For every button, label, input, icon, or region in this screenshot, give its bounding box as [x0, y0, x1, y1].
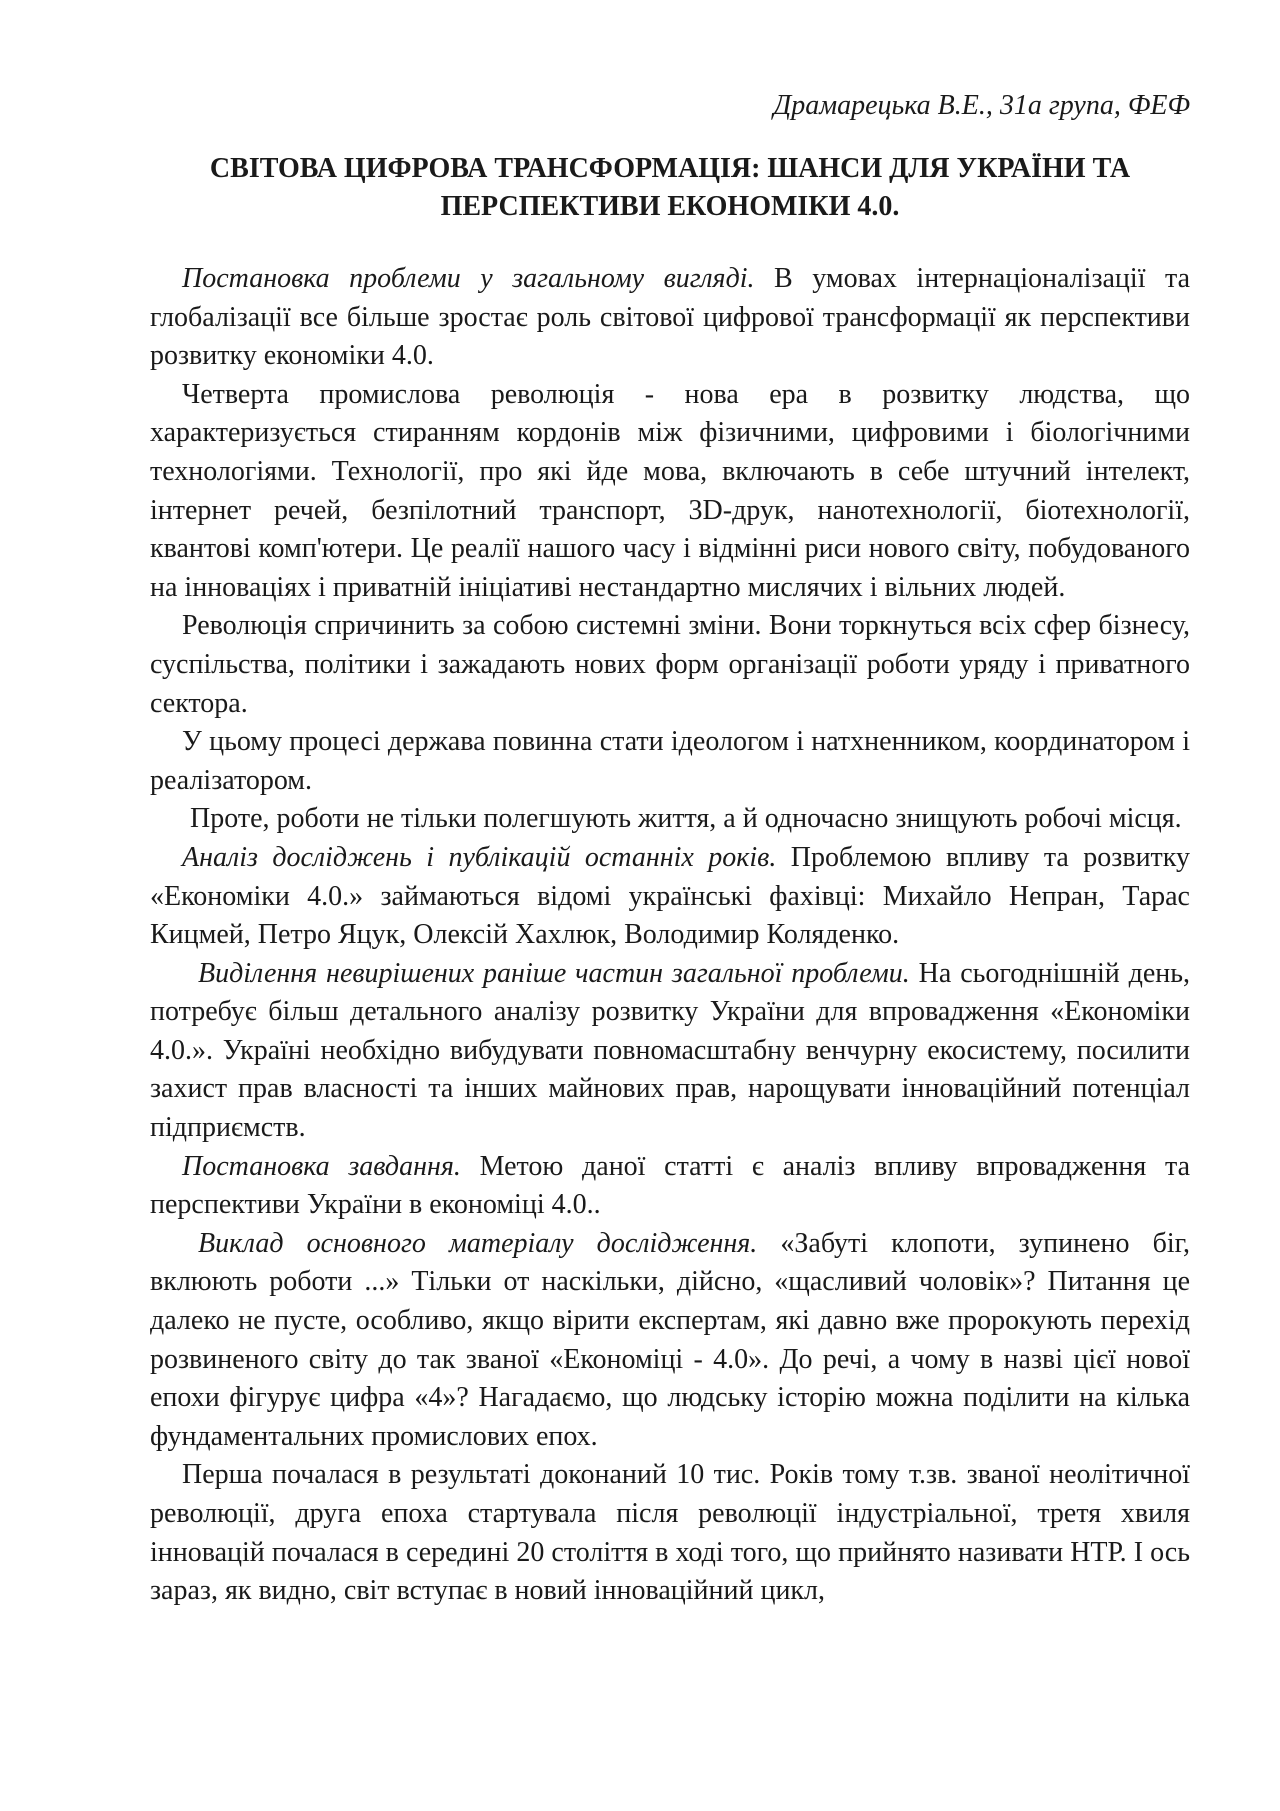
- paragraph-text: Четверта промислова революція - нова ера в розвитку людства, що характеризується стиранням кордонів між фізичними, цифровими і біологічними технологіями. Технології, про які йде мова, включають в себе штучний інтелект, інтернет речей, безпілотний транспорт, 3D-друк, нанотехнології, біотехнології, квантові комп'ютери. Це реалії нашого часу і відмінні риси нового світу, побудованого на інноваціях і приватній ініціативі нестандартно мислячих і вільних людей.: [150, 378, 1190, 603]
- author-line: Драмарецька В.Е., 31а група, ФЕФ: [773, 90, 1190, 121]
- paragraph-research-analysis: [150, 839, 1190, 955]
- paragraph-systemic-changes: [150, 607, 1190, 723]
- paragraph-text: Проте, роботи не тільки полегшують життя, а й одночасно знищують робочі місця.: [190, 803, 1182, 835]
- paragraph-text: Революція спричинить за собою системні зміни. Вони торкнуться всіх сфер бізнесу, суспільства, політики і зажадають нових форм організації роботи уряду і приватного сектора.: [150, 610, 1190, 719]
- paragraph-text: Метою даної статті є аналіз впливу впровадження та перспективи України в економіці 4.0..: [150, 1150, 1190, 1221]
- paragraph-text: Перша почалася в результаті доконаний 10 тис. Років тому т.зв. званої неолітичної революції, друга епоха стартувала після революції індустріальної, третя хвиля інновацій почалася в середині 20 століття в ході того, що прийнято називати НТР. І ось зараз, як видно, світ вступає в новий інноваційний цикл,: [150, 1459, 1190, 1607]
- paragraph-text: «Забуті клопоти, зупинено біг, вклюють роботи ...» Тільки от наскільки, дійсно, «щасливий чоловік»? Питання це далеко не пусте, особливо, якщо вірити експертам, які давно вже пророкують перехід розвиненого світу до так званої «Економіці - 4.0». До речі, а чому в назві цієї нової епохи фігурує цифра «4»? Нагадаємо, що людську історію можна поділити на кілька фундаментальних промислових епох.: [150, 1227, 1190, 1452]
- paragraph-problem-statement: [150, 260, 1190, 376]
- paragraph-text: Проблемою впливу та розвитку «Економіки 4.0.» займаються відомі українські фахівці: Михайло Непран, Тарас Кицмей, Петро Яцук, Олексій Хахлюк, Володимир Коляденко.: [150, 841, 1191, 951]
- paragraph-state-role: [150, 723, 1190, 800]
- section-lead: Виклад основного матеріалу дослідження.: [198, 1227, 758, 1259]
- paragraph-task-statement: [150, 1148, 1190, 1225]
- section-lead: Постановка проблеми у загальному вигляді.: [182, 263, 755, 294]
- article-title: СВІТОВА ЦИФРОВА ТРАНСФОРМАЦІЯ: ШАНСИ ДЛЯ УКРАЇНИ ТА ПЕРСПЕКТИВИ ЕКОНОМІКИ 4.0.: [209, 153, 1131, 222]
- document-page: [150, 88, 1190, 1611]
- paragraph-unsolved-parts: [150, 955, 1190, 1148]
- paragraph-industrial-epochs: [150, 1456, 1190, 1610]
- paragraph-fourth-revolution: [150, 376, 1190, 608]
- paragraph-robots-jobs: [150, 800, 1190, 839]
- paragraph-main-material: [150, 1225, 1190, 1457]
- section-lead: Аналіз досліджень і публікацій останніх років.: [182, 841, 777, 873]
- paragraph-text: У цьому процесі держава повинна стати ідеологом і натхненником, координатором і реалізатором.: [150, 726, 1190, 796]
- paragraph-text: На сьогоднішній день, потребує більш детального аналізу розвитку України для впровадження «Економіки 4.0.». Україні необхідно вибудувати повномасштабну венчурну екосистему, посилити захист прав власності та інших майнових прав, нарощувати інноваційний потенціал підприємств.: [150, 957, 1191, 1144]
- section-lead: Постановка завдання.: [182, 1150, 461, 1182]
- paragraph-text: В умовах інтернаціоналізації та глобалізації все більше зростає роль світової цифрової трансформації як перспективи розвитку економіки 4.0.: [150, 263, 1191, 372]
- section-lead: Виділення невирішених раніше частин загальної проблеми.: [198, 957, 910, 989]
